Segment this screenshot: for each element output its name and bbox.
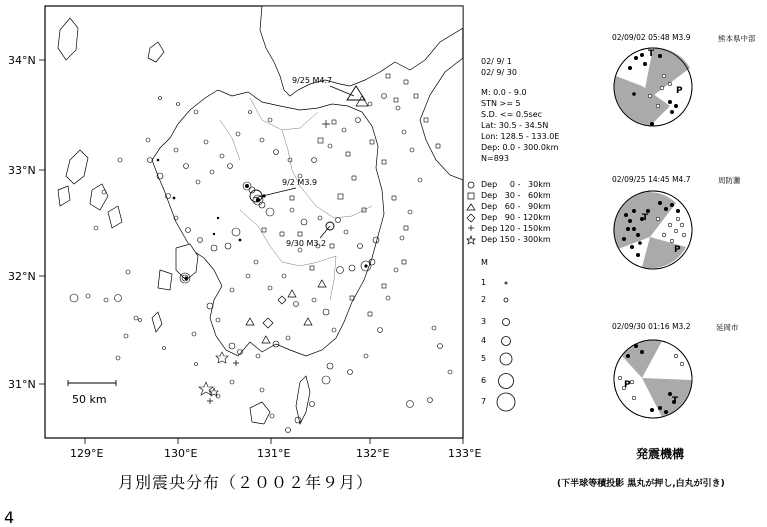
lon-label-129: 129°E xyxy=(70,447,104,460)
annotation-9-2: 9/2 M3.9 xyxy=(282,178,318,187)
magnitude-legend-4: 4 xyxy=(481,336,487,345)
mechanism-3-region: 延岡市 xyxy=(716,323,739,332)
info-stn: STN >= 5 xyxy=(481,99,521,108)
mechanism-1-header: 02/09/02 05:48 M3.9 xyxy=(612,33,691,42)
magnitude-legend-7: 7 xyxy=(481,397,487,406)
info-sd: S.D. <= 0.5sec xyxy=(481,110,543,119)
page-number: 4 xyxy=(4,508,15,527)
mechanism-1-region: 熊本県中部 xyxy=(718,34,756,43)
lon-label-130: 130°E xyxy=(164,447,198,460)
annotation-9-25: 9/25 M4.7 xyxy=(292,76,333,85)
main-title: 月別震央分布（２００２年９月） xyxy=(118,473,374,492)
magnitude-legend-5: 5 xyxy=(481,354,487,363)
depth-legend-5: Dep 150 - 300km xyxy=(481,235,551,244)
lat-label-31: 31°N xyxy=(8,378,36,391)
magnitude-legend-2: 2 xyxy=(481,295,487,304)
mechanism-1-p-label: P xyxy=(676,86,683,96)
depth-legend-symbols xyxy=(467,182,475,244)
info-date-to: 02/ 9/ 30 xyxy=(481,68,517,77)
mechanism-title: 発震機構 xyxy=(636,447,685,461)
depth-legend-1: Dep 30 - 60km xyxy=(481,191,551,200)
mechanism-3-t-label: T xyxy=(672,396,679,406)
lat-label-34: 34°N xyxy=(8,54,36,67)
mechanism-2-p-label: P xyxy=(674,245,681,255)
magnitude-legend-6: 6 xyxy=(481,376,487,385)
lon-ticks xyxy=(85,438,463,444)
mechanism-2-t-label: T xyxy=(642,213,649,223)
scale-bar-label: 50 km xyxy=(72,393,107,406)
magnitude-legend-1: 1 xyxy=(481,278,487,287)
info-depth: Dep: 0.0 - 300.0km xyxy=(481,143,559,152)
annotation-9-30: 9/30 M3.2 xyxy=(286,239,327,248)
magnitude-legend-3: 3 xyxy=(481,317,487,326)
depth-legend-0: Dep 0 - 30km xyxy=(481,180,551,189)
lat-label-32: 32°N xyxy=(8,270,36,283)
info-lon: Lon: 128.5 - 133.0E xyxy=(481,132,560,141)
beachball-3 xyxy=(612,338,694,420)
magnitude-legend-circles xyxy=(497,282,515,411)
lat-ticks xyxy=(39,60,45,384)
depth-legend-3: Dep 90 - 120km xyxy=(481,213,551,222)
info-lat: Lat: 30.5 - 34.5N xyxy=(481,121,549,130)
depth-legend-2: Dep 60 - 90km xyxy=(481,202,551,211)
info-count: N=893 xyxy=(481,154,509,163)
depth-legend-4: Dep 120 - 150km xyxy=(481,224,551,233)
lon-label-133: 133°E xyxy=(448,447,482,460)
beachball-2 xyxy=(612,189,694,271)
mechanism-note: (下半球等積投影 黒丸が押し,白丸が引き) xyxy=(557,479,725,489)
mechanism-2-region: 周防灘 xyxy=(718,176,741,185)
mechanism-3-header: 02/09/30 01:16 M3.2 xyxy=(612,322,691,331)
lat-label-33: 33°N xyxy=(8,164,36,177)
lon-label-132: 132°E xyxy=(356,447,390,460)
info-date-from: 02/ 9/ 1 xyxy=(481,57,512,66)
magnitude-legend-title: M xyxy=(481,258,488,267)
mechanism-1-t-label: T xyxy=(648,49,655,59)
mechanism-3-p-label: P xyxy=(624,380,631,390)
mechanism-2-header: 02/09/25 14:45 M4.7 xyxy=(612,175,691,184)
info-magnitude: M: 0.0 - 9.0 xyxy=(481,88,527,97)
lon-label-131: 131°E xyxy=(257,447,291,460)
